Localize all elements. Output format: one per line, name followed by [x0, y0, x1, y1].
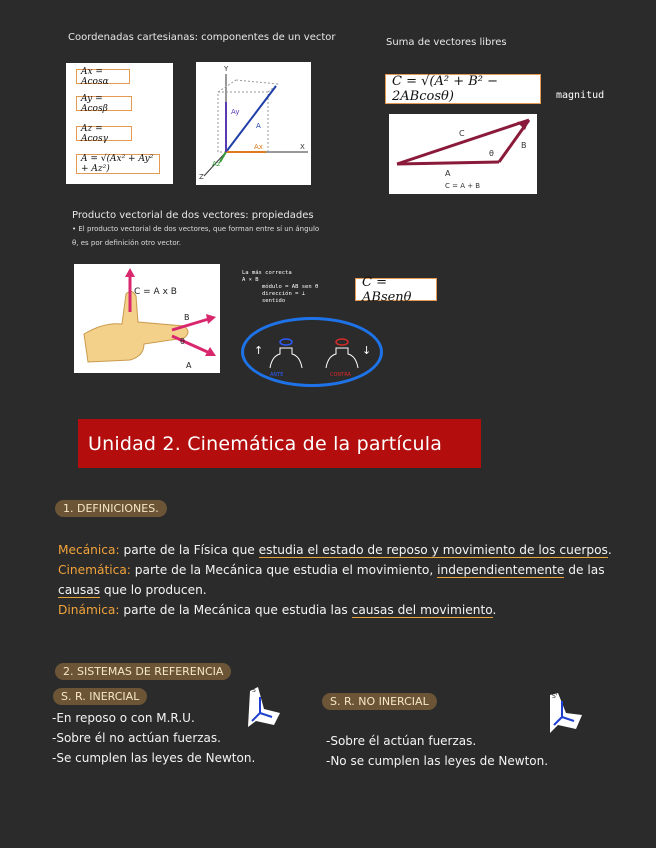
cross-desc-2: θ, es por definición otro vector. — [72, 239, 182, 247]
vector-components-diagram — [196, 62, 311, 185]
term-mecanica: Mecánica: — [58, 543, 120, 557]
hand-label-b: B — [184, 313, 190, 322]
frame-svg — [544, 689, 584, 737]
hand-label-theta: θ — [180, 337, 185, 346]
note-line: módulo = AB sen θ — [262, 284, 319, 290]
note-line: sentido — [262, 298, 286, 304]
def-mecanica — [58, 540, 628, 560]
cartesian-formulas-box — [66, 63, 173, 184]
def-cinematica — [58, 560, 628, 600]
frame-svg — [244, 683, 284, 731]
right-hand-diagram — [74, 264, 220, 373]
no-inercial-label: S. R. NO INERCIAL — [322, 693, 437, 710]
tri-label-c: C — [459, 129, 465, 138]
arrow-down-icon: ↓ — [362, 344, 372, 357]
triangle-svg — [389, 114, 537, 194]
list-item: -Se cumplen las leyes de Newton. — [52, 751, 256, 765]
orientation-oval — [241, 317, 383, 387]
def-underlined: estudia el estado de reposo y movimiento de los cuerpos — [258, 543, 608, 557]
def-underlined: causas — [58, 583, 101, 597]
hand-label-a: A — [186, 361, 192, 370]
label-a: A — [256, 122, 261, 130]
systems-heading: 2. SISTEMAS DE REFERENCIA — [55, 663, 231, 680]
definitions-heading: 1. DEFINICIONES. — [55, 500, 167, 517]
def-text: de las — [564, 563, 605, 577]
term-dinamica: Dinámica: — [58, 603, 120, 617]
magnitud-note: magnitud — [556, 90, 605, 101]
def-dinamica — [58, 600, 628, 620]
inercial-label: S. R. INERCIAL — [53, 688, 147, 705]
formula-ay: Ay = Acosβ — [76, 96, 132, 111]
sum-formula: C = √(A² + B² − 2ABcosθ) — [385, 74, 541, 104]
orientation-svg — [244, 320, 380, 384]
sum-title: Suma de vectores libres — [386, 37, 507, 48]
tri-label-a: A — [445, 169, 451, 178]
axis-z-label: Z — [199, 173, 204, 181]
vector-sum-diagram — [389, 114, 537, 194]
inertial-frame-icon — [244, 683, 284, 731]
hand-svg — [74, 264, 220, 373]
term-cinematica: Cinemática: — [58, 563, 131, 577]
inercial-list — [52, 708, 255, 768]
cross-title: Producto vectorial de dos vectores: propiedades — [72, 210, 314, 221]
def-text: . — [492, 603, 497, 617]
tri-label-theta: θ — [489, 149, 494, 158]
def-text: parte de la Mecánica que estudia el movimiento, — [130, 563, 438, 577]
unit-title: Unidad 2. Cinemática de la partícula — [78, 419, 481, 468]
label-ax: Ax — [254, 143, 263, 151]
label-az: Az — [212, 160, 221, 168]
note-line: A × B — [242, 277, 259, 283]
cartesian-title: Coordenadas cartesianas: componentes de un vector — [68, 32, 336, 43]
list-item: -Sobre él no actúan fuerzas. — [52, 731, 221, 745]
axis-x-label: X — [300, 143, 305, 151]
formula-az: Az = Acosγ — [76, 126, 132, 141]
list-item: -En reposo o con M.R.U. — [52, 711, 195, 725]
definitions-block — [58, 540, 628, 620]
label-ay: Ay — [231, 108, 240, 116]
def-text: parte de la Mecánica que estudia las — [119, 603, 352, 617]
note-line: dirección = ⊥ — [262, 291, 306, 297]
def-text: que lo producen. — [100, 583, 207, 597]
label-ante: ANTE — [270, 372, 284, 378]
frame-label-s-prime: S' — [552, 693, 558, 700]
label-contra: CONTRA — [330, 372, 351, 378]
tri-label-b: B — [521, 141, 527, 150]
noninertial-frame-icon — [544, 689, 584, 737]
def-text: . — [607, 543, 612, 557]
list-item: -Sobre él actúan fuerzas. — [326, 734, 477, 748]
vector-3d-svg — [196, 62, 311, 185]
note-line: La más correcta — [242, 270, 292, 276]
axis-y-label: Y — [224, 65, 229, 73]
cross-desc-1: • El producto vectorial de dos vectores, que forman entre sí un ángulo — [72, 225, 320, 233]
formula-ax: Ax = Acosα — [76, 69, 130, 84]
formula-modulus: A = √(Ax² + Ay² + Az²) — [76, 154, 160, 174]
hand-formula: C = A x B — [134, 287, 177, 297]
tri-caption: C = A + B — [445, 182, 481, 190]
frame-label-s: S — [252, 687, 256, 694]
def-underlined: independientemente — [437, 563, 565, 577]
cross-formula: C = ABsenθ — [355, 278, 437, 301]
arrow-up-icon: ↑ — [254, 344, 264, 357]
def-underlined: causas del movimiento — [351, 603, 493, 617]
list-item: -No se cumplen las leyes de Newton. — [326, 754, 549, 768]
def-text: parte de la Física que — [119, 543, 259, 557]
no-inercial-list — [326, 731, 548, 771]
handwritten-notes — [242, 270, 347, 305]
